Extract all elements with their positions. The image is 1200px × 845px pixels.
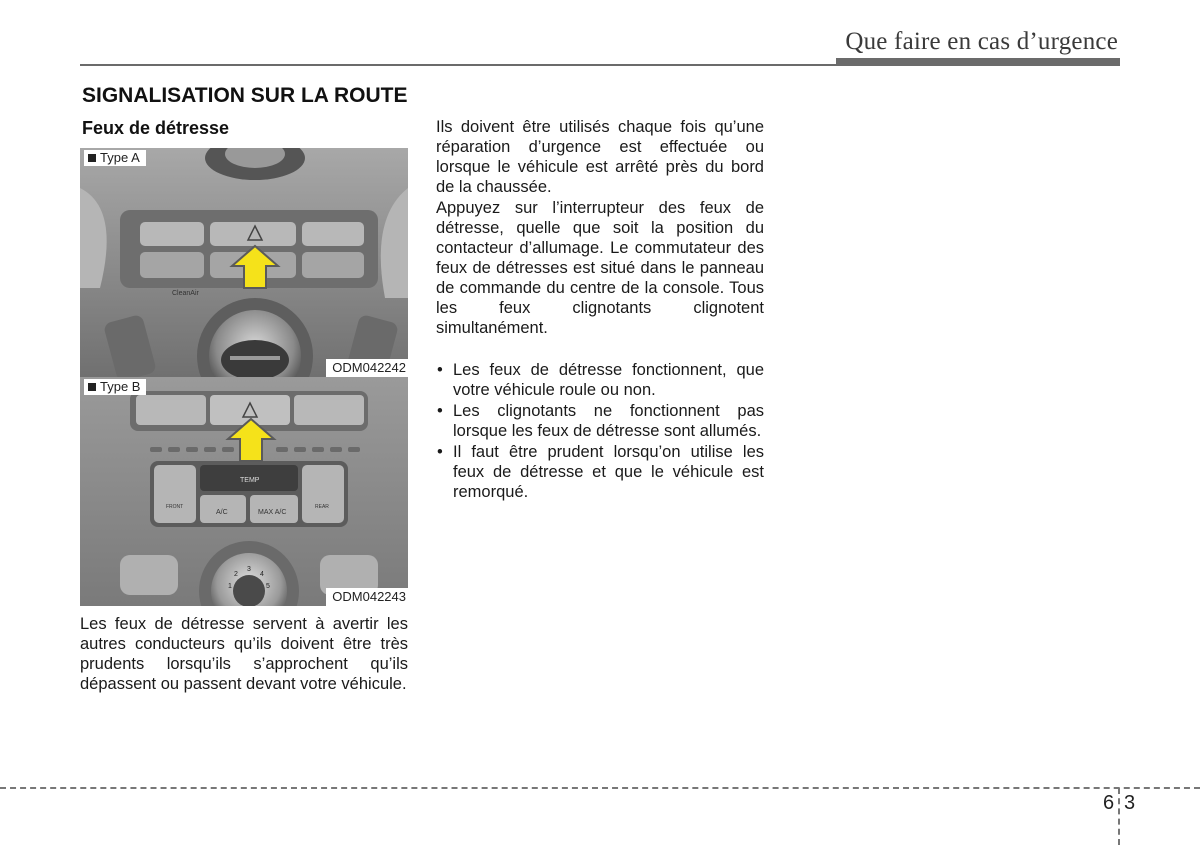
section-title: SIGNALISATION SUR LA ROUTE	[82, 84, 408, 107]
header-rule	[80, 64, 836, 66]
cleanair-logo: CleanAir	[172, 290, 199, 297]
page-number-divider	[1118, 788, 1120, 845]
figure-type-b-label: Type B	[84, 379, 146, 395]
figure-type-b	[80, 377, 408, 606]
ac-label: A/C	[216, 509, 228, 516]
right-column	[436, 117, 764, 503]
max-ac-label: MAX A/C	[258, 509, 287, 516]
chapter-title: Que faire en cas d’urgence	[845, 28, 1118, 55]
hazard-switch-illustration-b	[80, 377, 408, 606]
figure-type-a-code: ODM042242	[326, 359, 408, 377]
temp-label: TEMP	[240, 477, 260, 484]
page-number: 3	[1124, 792, 1136, 814]
figure-type-a	[80, 148, 408, 377]
list-item: • Il faut être prudent lorsqu’on utilise les feux de détresse et que le véhicule est remorqué.	[436, 442, 764, 502]
chapter-number: 6	[1103, 792, 1115, 814]
figure-type-b-code: ODM042243	[326, 588, 408, 606]
fan-speed-2: 2	[234, 571, 238, 578]
rear-label: REAR	[315, 504, 329, 510]
header-rule-accent	[836, 58, 1120, 66]
front-label: FRONT	[166, 504, 184, 510]
fan-speed-1: 1	[228, 583, 232, 590]
usage-paragraph: Ils doivent être utilisés chaque fois qu’une réparation d’urgence est effectuée ou lorsque le véhicule est arrêté près du bord de la chaussée.	[436, 118, 764, 196]
list-item: • Les clignotants ne fonctionnent pas lorsque les feux de détresse sont allumés.	[436, 401, 764, 441]
fan-speed-5: 5	[266, 583, 270, 590]
fan-speed-3: 3	[247, 566, 251, 573]
switch-paragraph: Appuyez sur l’interrupteur des feux de détresse, quelle que soit la position du contacteur d’allumage. Le commutateur des feux de détresses est situé dans le panneau de commande du centre de la console. Tous les feux clignotants clignotent simultanément.	[436, 199, 764, 337]
list-item: • Les feux de détresse fonctionnent, que votre véhicule roule ou non.	[436, 360, 764, 400]
hazard-switch-illustration-a	[80, 148, 408, 377]
figure-type-a-label: Type A	[84, 150, 146, 166]
intro-paragraph: Les feux de détresse servent à avertir les autres conducteurs qu’ils doivent être très prudents lorsqu’ils s’approchent qu’ils dépassent ou passent devant votre véhicule.	[80, 615, 408, 693]
fan-speed-4: 4	[260, 571, 264, 578]
notes-list	[436, 360, 764, 502]
subsection-title: Feux de détresse	[82, 118, 230, 138]
footer-rule	[0, 787, 1200, 789]
